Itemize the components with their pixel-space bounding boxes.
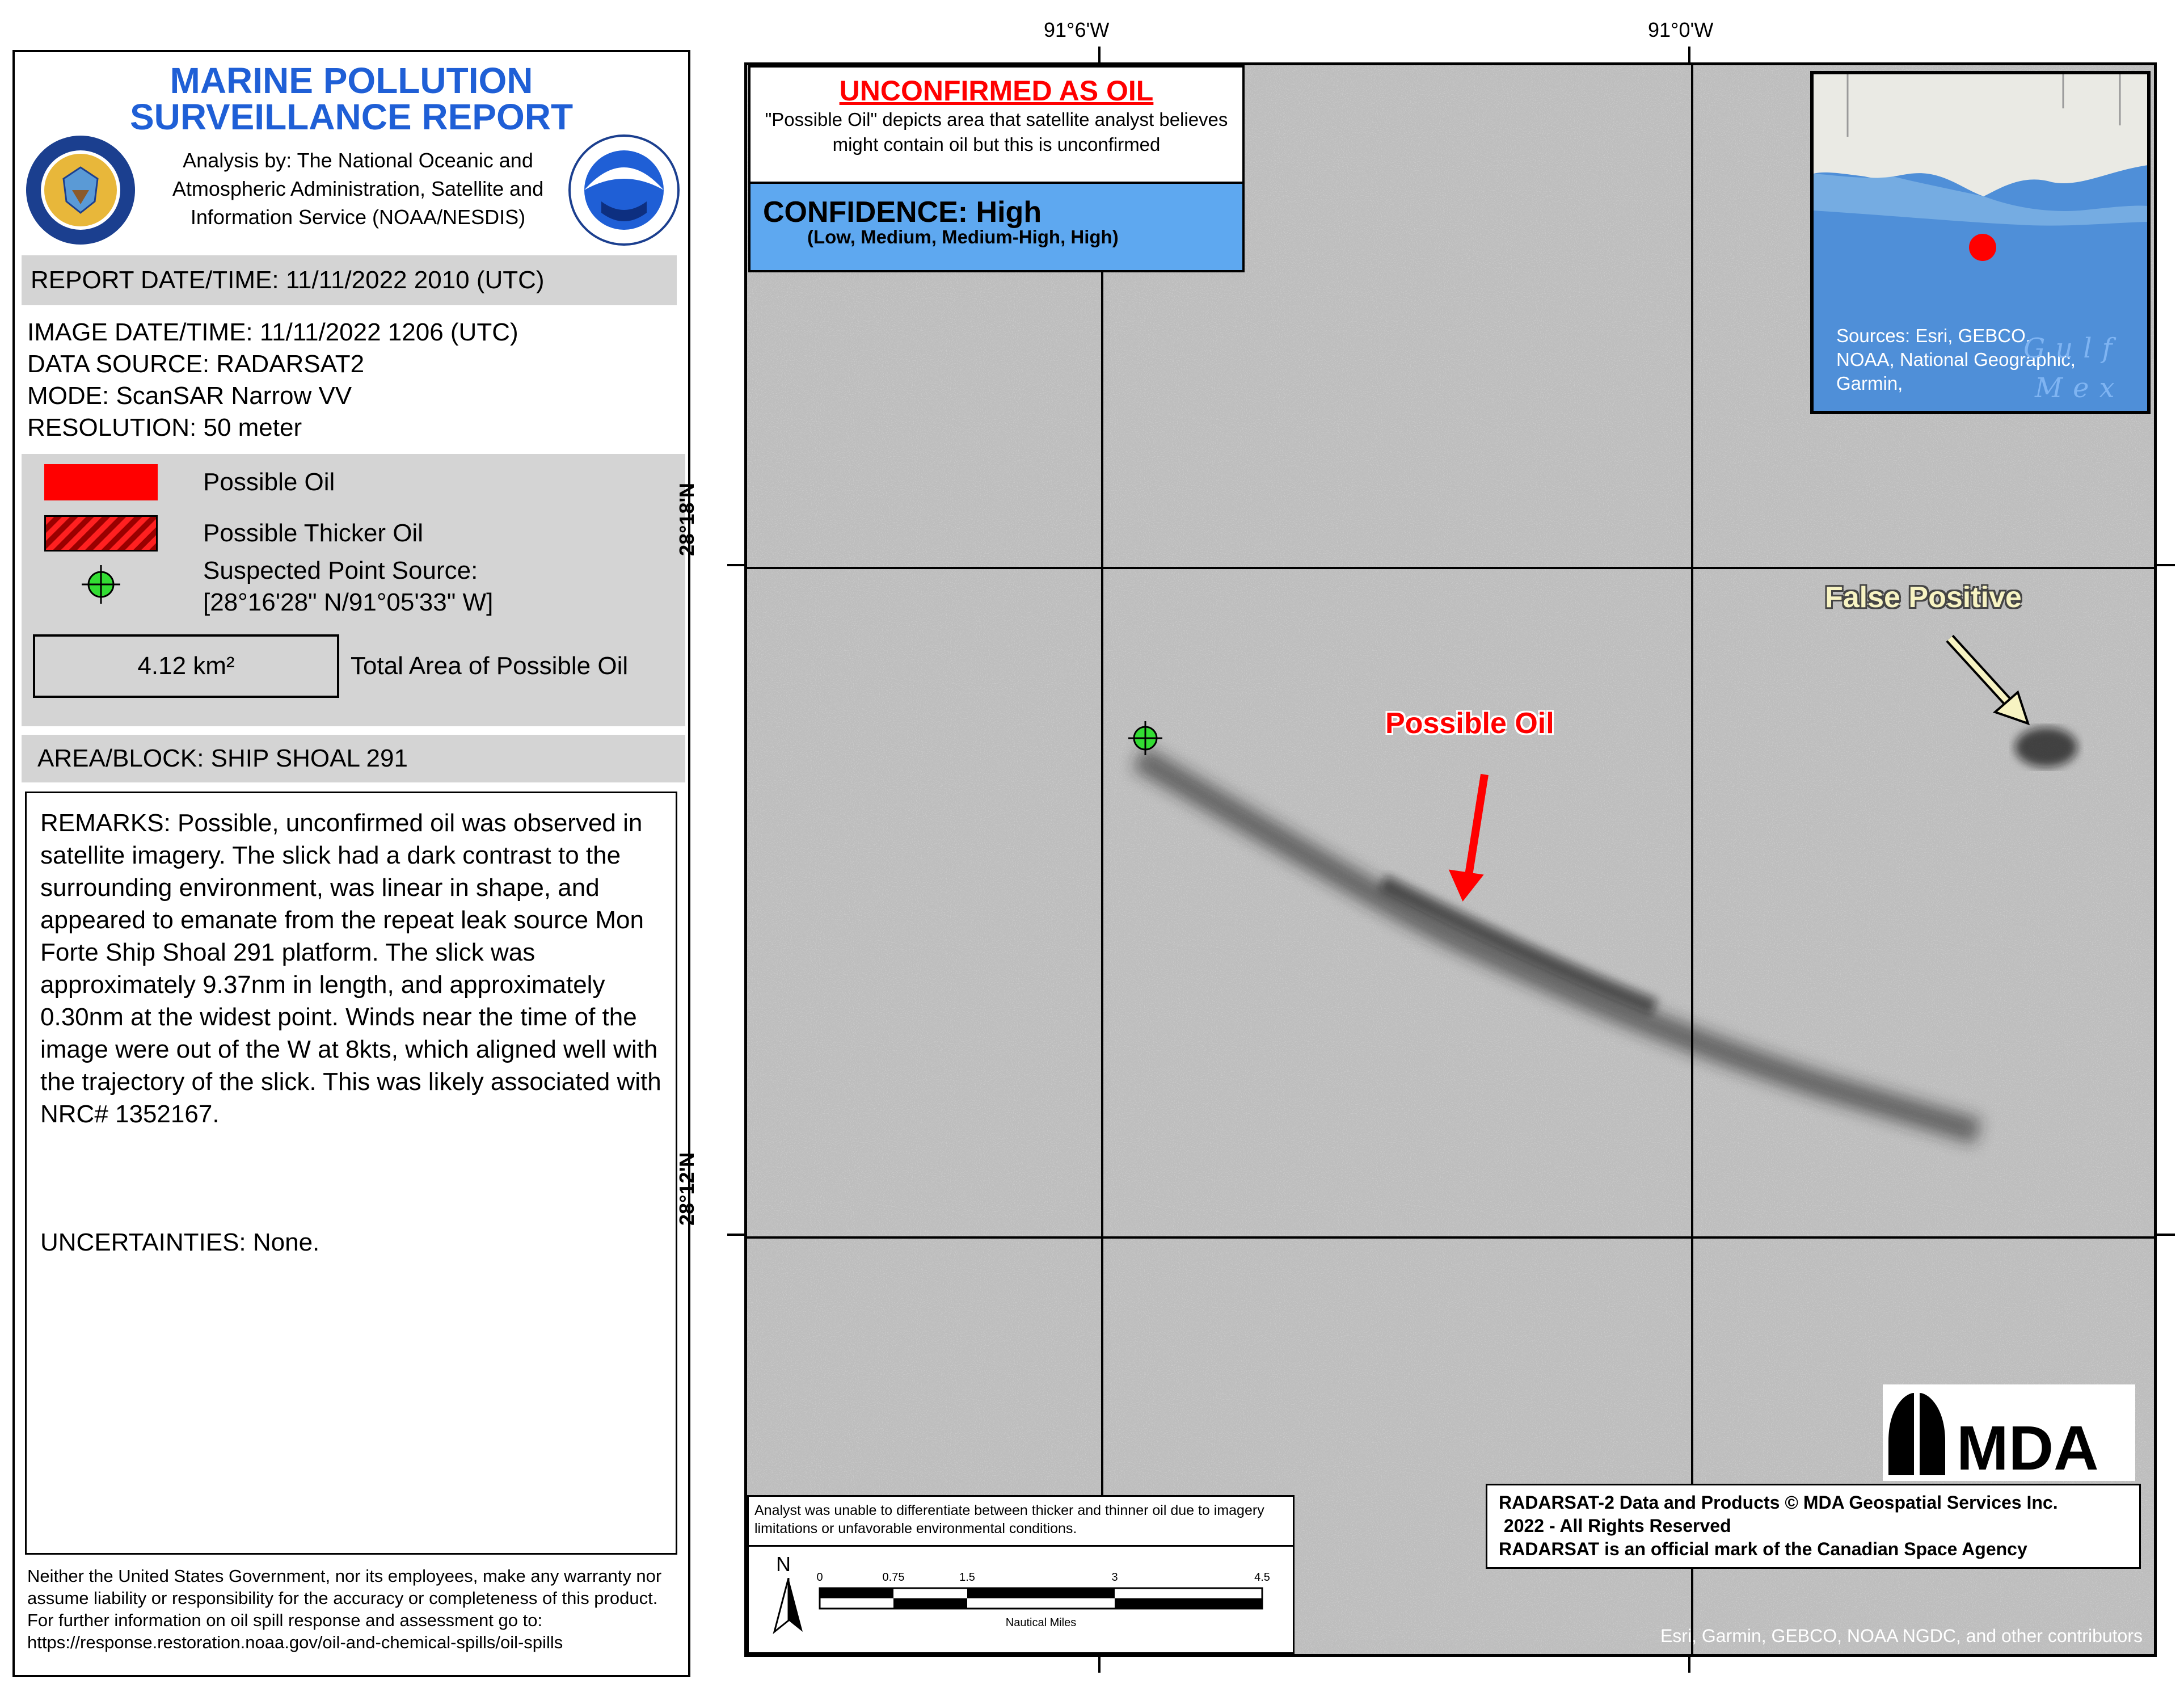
tick-top-91-6 [1098, 47, 1101, 64]
title-line-2: SURVEILLANCE REPORT [129, 96, 574, 137]
total-area-box [33, 634, 339, 698]
unconfirmed-title: UNCONFIRMED AS OIL [839, 75, 1154, 107]
uncertainties-text: UNCERTAINTIES: None. [40, 1228, 320, 1256]
map-attribution: Esri, Garmin, GEBCO, NOAA NGDC, and other contributors [1660, 1626, 2143, 1646]
mode: MODE: ScanSAR Narrow VV [27, 382, 352, 410]
meridian-91-0 [1691, 65, 1693, 1654]
inset-mex-label: Mex [2035, 372, 2125, 404]
copyright-line-1: RADARSAT-2 Data and Products © MDA Geospatial Services Inc. [1499, 1492, 2058, 1513]
commerce-seal-icon [24, 133, 137, 247]
legend [22, 454, 685, 726]
tick-left-28-18 [727, 564, 745, 566]
scale-unit-label: Nautical Miles [1005, 1617, 1077, 1629]
lon-label-91-0: 91°0'W [1648, 18, 1714, 41]
scale-tick-label: 0.75 [882, 1571, 905, 1584]
point-source-coords: [28°16'28" N/91°05'33" W] [203, 588, 494, 616]
mda-logo [1883, 1384, 2135, 1481]
mda-logo-text: MDA [1957, 1413, 2099, 1481]
image-datetime: IMAGE DATE/TIME: 11/11/2022 1206 (UTC) [27, 318, 518, 346]
possible-oil-label: Possible Oil [203, 468, 335, 496]
image-info [27, 317, 674, 444]
point-source-icon [78, 562, 124, 607]
copyright-box [1486, 1484, 2141, 1569]
point-source-label [203, 555, 493, 618]
further-info-link[interactable]: https://response.restoration.noaa.gov/oil-and-chemical-spills/oil-spills [27, 1632, 563, 1652]
scale-tick-label: 4.5 [1254, 1571, 1270, 1584]
mda-mark-icon [1883, 1384, 2135, 1481]
tick-left-28-12 [727, 1234, 745, 1236]
further-info-text: For further information on oil spill response and assessment go to: [27, 1610, 543, 1630]
resolution: RESOLUTION: 50 meter [27, 414, 302, 441]
total-area-value: 4.12 km² [137, 652, 235, 680]
lat-label-28-12: 28°12'N [675, 1152, 698, 1226]
false-positive-map-label: False Positive [1825, 581, 2022, 614]
parallel-28-12 [747, 1236, 2154, 1239]
scale-tick-label: 1.5 [959, 1571, 975, 1584]
disclaimer [27, 1565, 663, 1653]
scale-tick-label: 3 [1111, 1571, 1118, 1584]
remarks-text: REMARKS: Possible, unconfirmed oil was observed in satellite imagery. The slick had a dark contrast to the surrounding environment, was linear in shape, and appeared to emanate from the repeat leak source Mon Forte Ship Shoal 291 platform. The slick was approximately 9.37nm in length, and approximately 0.30nm at the widest point. Winds near the time of the image were out of the W at 8kts, which aligned well with the trajectory of the slick. This was likely associated with NRC# 1352167. [40, 809, 661, 1128]
lon-label-91-6: 91°6'W [1044, 18, 1110, 41]
tick-top-91-0 [1688, 47, 1690, 64]
remarks-box [25, 792, 677, 1555]
inset-gulf-label: Gulf [2023, 332, 2123, 364]
copyright-line-3: RADARSAT is an official mark of the Canadian Space Agency [1499, 1539, 2027, 1559]
tick-bottom-91-0 [1688, 1656, 1690, 1673]
analyst-note: Analyst was unable to differentiate between thicker and thinner oil due to imagery limitations or unfavorable environmental conditions. [754, 1502, 1264, 1537]
inset-sources: Sources: Esri, GEBCO, NOAA, National Geographic, Garmin, [1836, 325, 2076, 394]
confidence-scale: (Low, Medium, Medium-High, High) [807, 226, 1119, 247]
inset-locator-map[interactable] [1810, 71, 2151, 414]
area-block: AREA/BLOCK: SHIP SHOAL 291 [22, 735, 685, 782]
scale-tick-label: 0 [816, 1571, 823, 1584]
confidence-level: CONFIDENCE: High [763, 196, 1042, 229]
meridian-91-6 [1101, 65, 1103, 1654]
report-title [12, 62, 690, 135]
report-datetime: REPORT DATE/TIME: 11/11/2022 2010 (UTC) [22, 255, 677, 305]
parallel-28-18 [747, 567, 2154, 569]
lat-label-28-18: 28°18'N [675, 482, 698, 556]
thicker-oil-swatch [44, 515, 158, 552]
total-area-label: Total Area of Possible Oil [351, 652, 629, 680]
map-frame[interactable] [744, 62, 2157, 1657]
north-label: N [776, 1552, 791, 1576]
analysis-credit: Analysis by: The National Oceanic and Atmospheric Administration, Satellite and Information Service (NOAA/NESDIS) [172, 149, 544, 229]
noaa-logo-icon [567, 133, 681, 247]
copyright-line-2: 2022 - All Rights Reserved [1499, 1516, 1731, 1536]
data-source: DATA SOURCE: RADARSAT2 [27, 350, 365, 378]
tick-right-28-18 [2156, 564, 2175, 566]
disclaimer-text: Neither the United States Government, nor its employees, make any warranty nor assume liability or responsibility for the accuracy or completeness of this product. [27, 1566, 662, 1608]
point-source-title: Suspected Point Source: [203, 557, 478, 584]
possible-oil-swatch [44, 464, 158, 500]
unconfirmed-box [748, 65, 1245, 184]
unconfirmed-text: "Possible Oil" depicts area that satellite analyst believes might contain oil but this is unconfirmed [765, 109, 1228, 155]
north-arrow-icon [771, 1578, 806, 1635]
possible-oil-map-label: Possible Oil [1385, 707, 1554, 740]
scale-bar [814, 1555, 1285, 1629]
confidence-box [748, 182, 1245, 272]
scale-bar-box [747, 1545, 1295, 1654]
title-line-1: MARINE POLLUTION [170, 60, 533, 101]
thicker-oil-label: Possible Thicker Oil [203, 519, 423, 547]
tick-right-28-12 [2156, 1234, 2175, 1236]
tick-bottom-91-6 [1098, 1656, 1101, 1673]
inset-location-dot [1969, 234, 1996, 261]
